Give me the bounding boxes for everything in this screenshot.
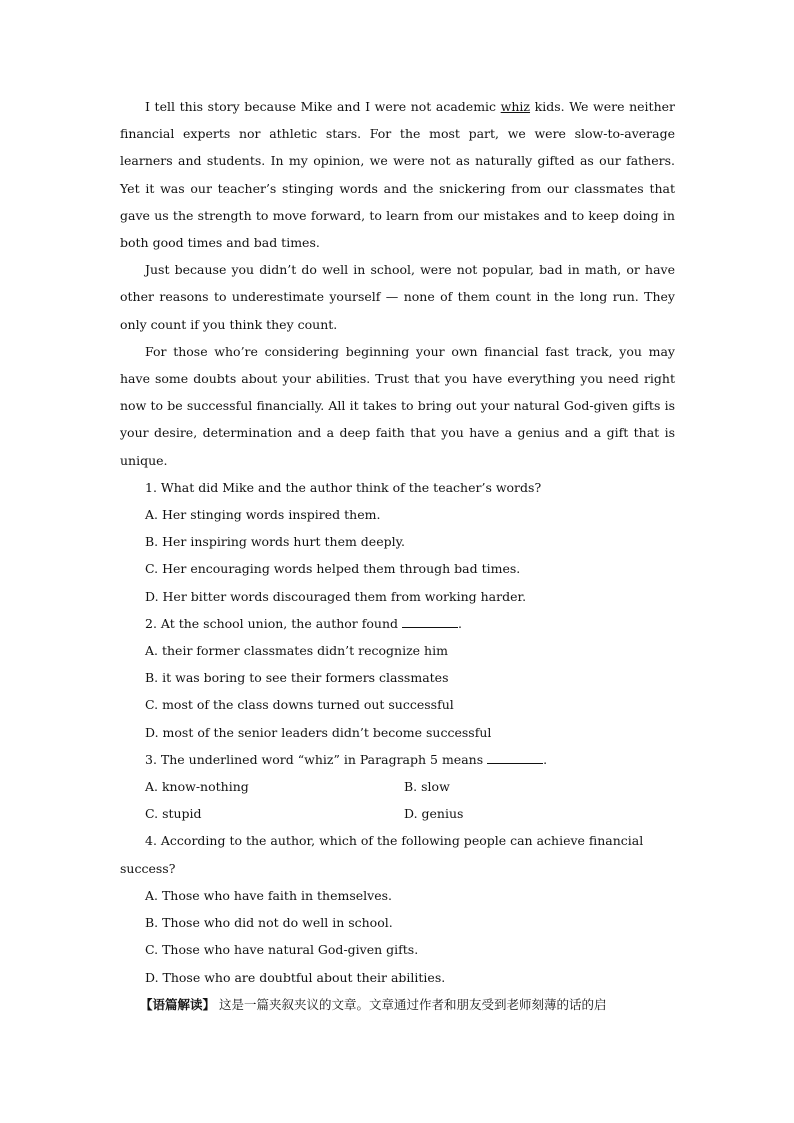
paragraph-text: I tell this story because Mike and I were not academic — [145, 99, 501, 114]
question-3-option-d: D. genius — [404, 806, 464, 822]
passage-paragraph-2: Just because you didn’t do well in school, were not popular, bad in math, or have other reasons to underestimate yourself — none of them count in the long run. They only count if you think they count. — [120, 262, 675, 332]
question-1-option-b: B. Her inspiring words hurt them deeply. — [145, 534, 405, 550]
question-3-end: . — [543, 751, 548, 767]
paragraph-text: kids. We were neither financial experts nor athletic stars. For the most part, we were slow-to-average learners and students. In my opinion, we were not as naturally gifted as our fathers. Yet it was our teacher’s stinging words and the snickering from our classmates that gave us the strength to move forward, to learn from our mistakes and to keep doing in both good times and bad times. — [120, 99, 675, 251]
question-3-option-b: B. slow — [404, 779, 450, 795]
question-1-option-d: D. Her bitter words discouraged them from working harder. — [145, 588, 527, 604]
question-3-options-row-2 — [120, 800, 675, 827]
underlined-word: whiz — [500, 99, 531, 114]
question-2-option-c: C. most of the class downs turned out successful — [145, 697, 454, 713]
passage-analysis — [120, 991, 675, 1018]
question-2-option-b: B. it was boring to see their formers classmates — [145, 670, 449, 686]
answer-blank — [487, 751, 543, 764]
answer-blank — [402, 615, 458, 628]
question-4-option-d: D. Those who are doubtful about their abilities. — [145, 969, 446, 985]
analysis-text: 这是一篇夹叙夹议的文章。文章通过作者和朋友受到老师刻薄的话的启 — [215, 996, 607, 1012]
question-1-stem: 1. What did Mike and the author think of the teacher’s words? — [145, 479, 542, 495]
question-4-option-b: B. Those who did not do well in school. — [145, 915, 393, 931]
question-4-stem: 4. According to the author, which of the following people can achieve financial success? — [120, 833, 644, 876]
question-2-end: . — [458, 615, 462, 631]
passage-paragraph-1 — [120, 93, 675, 256]
question-3-text: 3. The underlined word “whiz” in Paragraph 5 means — [145, 751, 484, 767]
question-2-stem — [120, 610, 675, 637]
question-2-text: 2. At the school union, the author found — [145, 615, 399, 631]
question-2-option-d: D. most of the senior leaders didn’t become successful — [145, 724, 492, 740]
question-4-option-c: C. Those who have natural God-given gifts. — [145, 942, 419, 958]
analysis-tag: 【语篇解读】 — [140, 996, 216, 1012]
question-3-options-row-1 — [120, 773, 675, 800]
passage-paragraph-3: For those who’re considering beginning your own financial fast track, you may have some doubts about your abilities. Trust that you have everything you need right now to be successful financially. All it takes to bring out your natural God-given gifts is your desire, determination and a deep faith that you have a genius and a gift that is unique. — [120, 343, 675, 468]
question-1-option-c: C. Her encouraging words helped them through bad times. — [145, 561, 521, 577]
question-3-stem — [120, 746, 675, 773]
question-1-option-a: A. Her stinging words inspired them. — [145, 507, 381, 523]
question-3-option-a: A. know-nothing — [145, 779, 249, 795]
question-2-option-a: A. their former classmates didn’t recognize him — [145, 643, 448, 659]
question-3-option-c: C. stupid — [145, 806, 202, 822]
document-page — [120, 93, 675, 1018]
question-4-option-a: A. Those who have faith in themselves. — [145, 887, 392, 903]
